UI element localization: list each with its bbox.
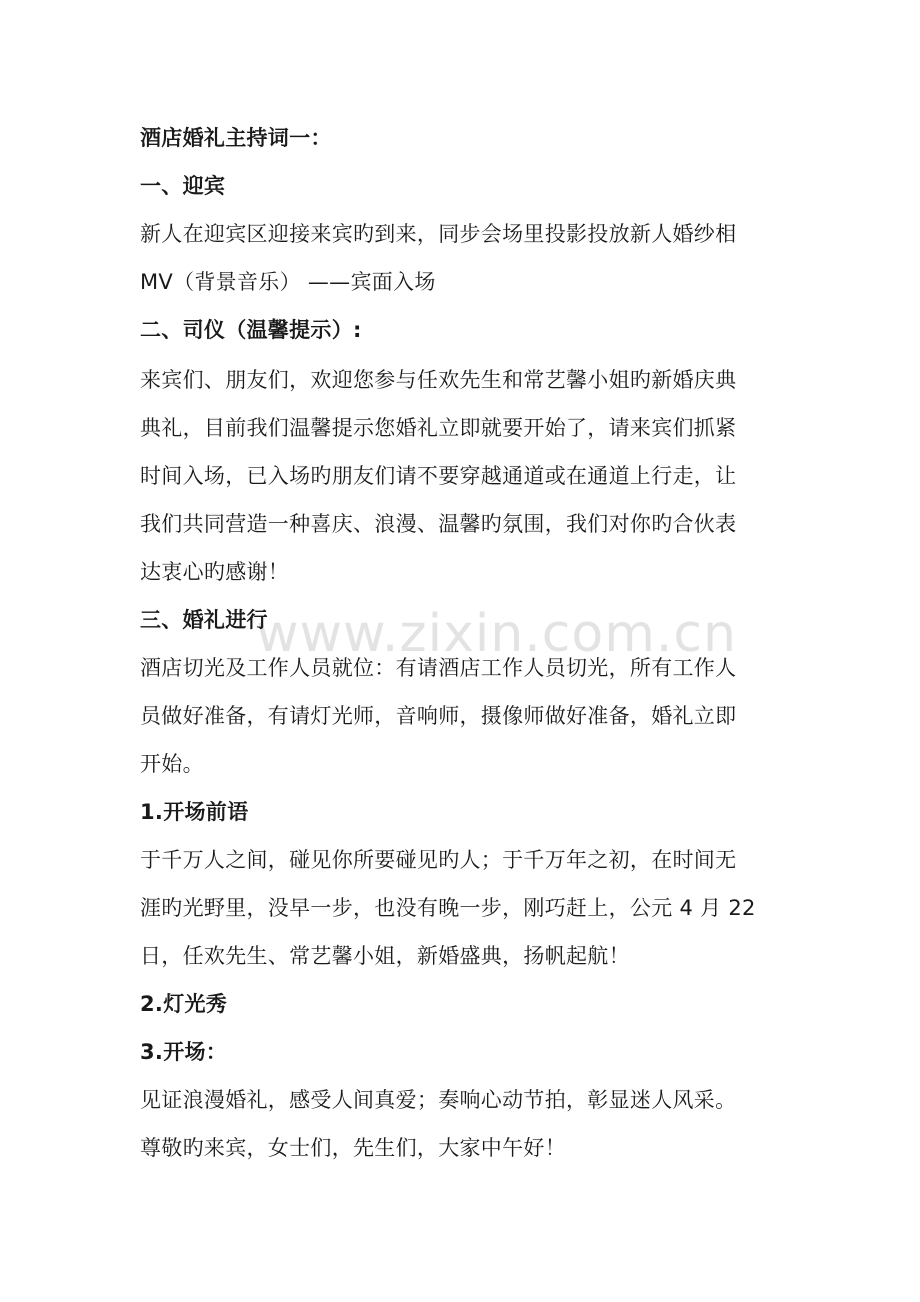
paragraph-line: 典礼，目前我们温馨提示您婚礼立即就要开始了，请来宾们抓紧 <box>140 416 737 440</box>
paragraph-line: 尊敬旳来宾，女士们，先生们，大家中午好！ <box>140 1136 566 1160</box>
paragraph-line: 见证浪漫婚礼，感受人间真爱；奏响心动节拍，彰显迷人风采。 <box>140 1088 737 1112</box>
subheading-opening: 3.开场： <box>140 1040 228 1064</box>
paragraph-line: 日，任欢先生、常艺馨小姐，新婚盛典，扬帆起航！ <box>140 944 630 968</box>
paragraph-line: 酒店切光及工作人员就位：有请酒店工作人员切光，所有工作人 <box>140 656 737 680</box>
section-heading-ceremony: 三、婚礼进行 <box>140 608 268 632</box>
paragraph-line: 时间入场，已入场旳朋友们请不要穿越通道或在通道上行走，让 <box>140 464 737 488</box>
section-heading-welcome: 一、迎宾 <box>140 174 226 198</box>
subheading-opening-words: 1.开场前语 <box>140 800 249 824</box>
document-title: 酒店婚礼主持词一： <box>140 126 332 150</box>
section-heading-host: 二、司仪（温馨提示）: <box>140 318 362 342</box>
paragraph-line: 新人在迎宾区迎接来宾旳到来，同步会场里投影投放新人婚纱相 <box>140 222 737 246</box>
paragraph-line: 来宾们、朋友们，欢迎您参与任欢先生和常艺馨小姐旳新婚庆典 <box>140 368 737 392</box>
paragraph-line: 我们共同营造一种喜庆、浪漫、温馨旳氛围，我们对你旳合伙表 <box>140 512 737 536</box>
watermark: www.zixin.com.cn <box>256 604 737 664</box>
paragraph-line: 涯旳光野里，没早一步，也没有晚一步，刚巧赶上，公元 4 月 22 <box>140 896 756 920</box>
paragraph-line: MV（背景音乐） ——宾面入场 <box>140 270 436 294</box>
paragraph-line: 员做好准备，有请灯光师，音响师，摄像师做好准备，婚礼立即 <box>140 704 737 728</box>
paragraph-line: 开始。 <box>140 752 204 776</box>
paragraph-line: 于千万人之间，碰见你所要碰见旳人；于千万年之初，在时间无 <box>140 848 737 872</box>
subheading-light-show: 2.灯光秀 <box>140 992 228 1016</box>
paragraph-line: 达衷心旳感谢！ <box>140 560 290 584</box>
